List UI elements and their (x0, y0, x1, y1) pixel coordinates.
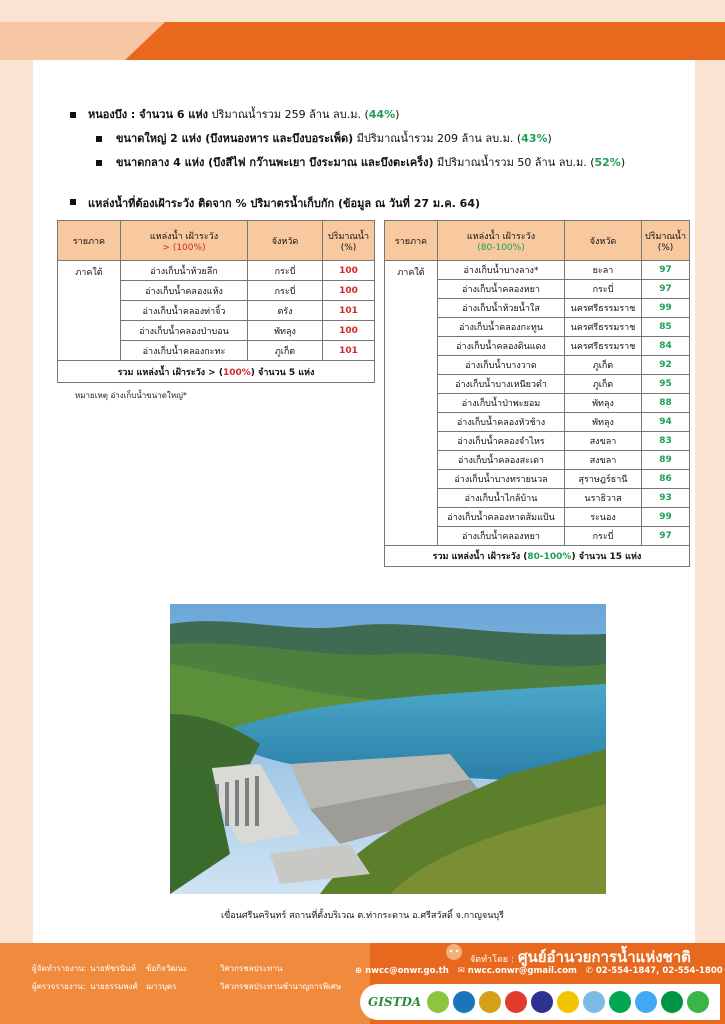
footer-checked: ผู้ตรวจรายงาน: นายธรรมพงศ์ ฌาวบุตร วิศวกรชลประทานชำนาญการพิเศษ (32, 982, 342, 991)
volume-cell: 100 (323, 281, 375, 301)
contact-line: ⊕ nwcc@onwr.go.th ✉ nwcc.onwr@gmail.com ✆ 02-554-1847, 02-554-1800 (355, 966, 723, 976)
volume-cell: 99 (642, 299, 690, 318)
top-banner (0, 0, 725, 60)
watch-table-80-100 (384, 220, 690, 567)
email-link-1[interactable]: nwcc@onwr.go.th (365, 966, 449, 976)
province-cell: นราธิวาส (565, 489, 642, 508)
province-cell: ระนอง (565, 508, 642, 527)
province-cell: ยะลา (565, 261, 642, 280)
source-cell: อ่างเก็บน้ำบางลาง* (438, 261, 565, 280)
note: หมายเหตุ อ่างเก็บน้ำขนาดใหญ่* (75, 391, 187, 400)
province-cell: กระบี่ (248, 261, 323, 281)
province-cell: นครศรีธรรมราช (565, 299, 642, 318)
volume-cell: 84 (642, 337, 690, 356)
globe-icon: ⊕ (355, 966, 363, 976)
bullet-square-icon (70, 199, 76, 205)
phone-icon: ✆ (585, 966, 593, 976)
province-cell: พัทลุง (565, 394, 642, 413)
volume-cell: 88 (642, 394, 690, 413)
volume-cell: 83 (642, 432, 690, 451)
footer-prepared: ผู้จัดทำรายงาน: นายพัชรนันท์ ข้อกิจวัฒนะ วิศวกรชลประทาน (32, 964, 283, 973)
source-cell: อ่างเก็บน้ำคลองหาดส้มแป้น (438, 508, 565, 527)
summary-cell: รวม แหล่งน้ำ เฝ้าระวัง > (100%) จำนวน 5 แห่ง (58, 361, 375, 383)
photo-caption: เขื่อนศรีนครินทร์ สถานที่ตั้งบริเวณ ต.ท่ากระดาน อ.ศรีสวัสดิ์ จ.กาญจนบุรี (221, 911, 504, 921)
col-volume: ปริมาณน้ำ (%) (642, 221, 690, 261)
summary-cell: รวม แหล่งน้ำ เฝ้าระวัง (80-100%) จำนวน 15 แห่ง (385, 546, 690, 567)
province-cell: พัทลุง (248, 321, 323, 341)
source-cell: อ่างเก็บน้ำบางเหนียวดำ (438, 375, 565, 394)
col-region: รายภาค (58, 221, 121, 261)
volume-cell: 95 (642, 375, 690, 394)
table-row (58, 261, 375, 281)
col-volume: ปริมาณน้ำ (%) (323, 221, 375, 261)
footer (0, 943, 725, 1024)
emblem-logo-icon (479, 991, 501, 1013)
source-cell: อ่างเก็บน้ำคลองหยา (438, 280, 565, 299)
province-cell: สุราษฎร์ธานี (565, 470, 642, 489)
volume-cell: 85 (642, 318, 690, 337)
source-cell: อ่างเก็บน้ำป่าพะยอม (438, 394, 565, 413)
leaf-logo-icon (427, 991, 449, 1013)
col-region: รายภาค (385, 221, 438, 261)
volume-cell: 100 (323, 321, 375, 341)
col-province: จังหวัด (248, 221, 323, 261)
source-cell: อ่างเก็บน้ำห้วยลึก (121, 261, 248, 281)
gistda-logo: GISTDA (368, 995, 422, 1009)
irrigation-logo-icon (609, 991, 631, 1013)
volume-cell: 92 (642, 356, 690, 375)
province-cell: กระบี่ (565, 280, 642, 299)
province-cell: ภูเก็ต (565, 375, 642, 394)
meteorology-logo-icon (635, 991, 657, 1013)
bullet-square-icon (96, 136, 102, 142)
table-row (385, 261, 690, 280)
summary-row (385, 546, 690, 567)
volume-cell: 89 (642, 451, 690, 470)
province-cell: ภูเก็ต (248, 341, 323, 361)
bullet-nongbueng: หนองบึง : จำนวน 6 แห่ง ปริมาณน้ำรวม 259 ล้าน ลบ.ม. (44%) (70, 103, 670, 127)
email-link-2[interactable]: nwcc.onwr@gmail.com (467, 966, 577, 976)
source-cell: อ่างเก็บน้ำคลองป่าบอน (121, 321, 248, 341)
mail-icon: ✉ (457, 966, 465, 976)
watch-table-over-100 (57, 220, 375, 383)
seal-logo-icon (505, 991, 527, 1013)
partner-logos (360, 984, 720, 1020)
agency-logo-icon (453, 991, 475, 1013)
bullet-square-icon (70, 112, 76, 118)
volume-cell: 101 (323, 341, 375, 361)
org-title: จัดทำโดย : ศูนย์อำนวยการน้ำแห่งชาติ (470, 948, 691, 966)
source-cell: อ่างเก็บน้ำคลองท่าจิ้ว (121, 301, 248, 321)
volume-cell: 97 (642, 261, 690, 280)
bullet-square-icon (96, 160, 102, 166)
source-cell: อ่างเก็บน้ำบางวาด (438, 356, 565, 375)
section-title: แหล่งน้ำที่ต้องเฝ้าระวัง ติดจาก % ปริมาตรน้ำเก็บกัก (ข้อมูล ณ วันที่ 27 ม.ค. 64) (70, 194, 480, 212)
summary-bullets (70, 103, 670, 175)
top-banner-orange (165, 22, 725, 60)
volume-cell: 94 (642, 413, 690, 432)
volume-cell: 93 (642, 489, 690, 508)
left-margin-band (0, 60, 33, 948)
right-margin-band (695, 60, 725, 948)
dam-photo (170, 604, 606, 894)
forest-logo-icon (661, 991, 683, 1013)
province-cell: สงขลา (565, 432, 642, 451)
volume-cell: 99 (642, 508, 690, 527)
col-source: แหล่งน้ำ เฝ้าระวัง > (100%) (121, 221, 248, 261)
source-cell: อ่างเก็บน้ำคลองกะทูน (438, 318, 565, 337)
province-cell: กระบี่ (565, 527, 642, 546)
region-cell: ภาคใต้ (385, 261, 438, 546)
bullet-medium: ขนาดกลาง 4 แห่ง (บึงสีไฟ กว๊านพะเยา บึงระมาณ และบึงตะเคร็ง) มีปริมาณน้ำรวม 50 ล้าน ลบ.ม. (52%) (70, 151, 670, 175)
province-cell: ภูเก็ต (565, 356, 642, 375)
source-cell: อ่างเก็บน้ำคลองหยา (438, 527, 565, 546)
source-cell: อ่างเก็บน้ำคลองจำไหร (438, 432, 565, 451)
source-cell: อ่างเก็บน้ำคลองแห้ง (121, 281, 248, 301)
water-logo-icon (583, 991, 605, 1013)
source-cell: อ่างเก็บน้ำห้วยน้ำใส (438, 299, 565, 318)
province-cell: กระบี่ (248, 281, 323, 301)
royal-logo-icon (557, 991, 579, 1013)
volume-cell: 100 (323, 261, 375, 281)
ministry-logo-icon (531, 991, 553, 1013)
col-province: จังหวัด (565, 221, 642, 261)
bullet-large: ขนาดใหญ่ 2 แห่ง (บึงหนองหาร และบึงบอระเพ็ด) มีปริมาณน้ำรวม 209 ล้าน ลบ.ม. (43%) (70, 127, 670, 151)
source-cell: อ่างเก็บน้ำคลองดินแดง (438, 337, 565, 356)
province-cell: ตรัง (248, 301, 323, 321)
summary-row (58, 361, 375, 383)
source-cell: อ่างเก็บน้ำคลองสะเดา (438, 451, 565, 470)
region-cell: ภาคใต้ (58, 261, 121, 361)
source-cell: อ่างเก็บน้ำบางทรายนวล (438, 470, 565, 489)
droplet-mascot-icon (444, 941, 464, 961)
province-cell: พัทลุง (565, 413, 642, 432)
col-source: แหล่งน้ำ เฝ้าระวัง (80-100%) (438, 221, 565, 261)
environment-logo-icon (687, 991, 709, 1013)
source-cell: อ่างเก็บน้ำคลองกะทะ (121, 341, 248, 361)
province-cell: สงขลา (565, 451, 642, 470)
volume-cell: 97 (642, 280, 690, 299)
volume-cell: 101 (323, 301, 375, 321)
province-cell: นครศรีธรรมราช (565, 318, 642, 337)
volume-cell: 86 (642, 470, 690, 489)
volume-cell: 97 (642, 527, 690, 546)
source-cell: อ่างเก็บน้ำไกล้บ้าน (438, 489, 565, 508)
province-cell: นครศรีธรรมราช (565, 337, 642, 356)
source-cell: อ่างเก็บน้ำคลองหัวช้าง (438, 413, 565, 432)
